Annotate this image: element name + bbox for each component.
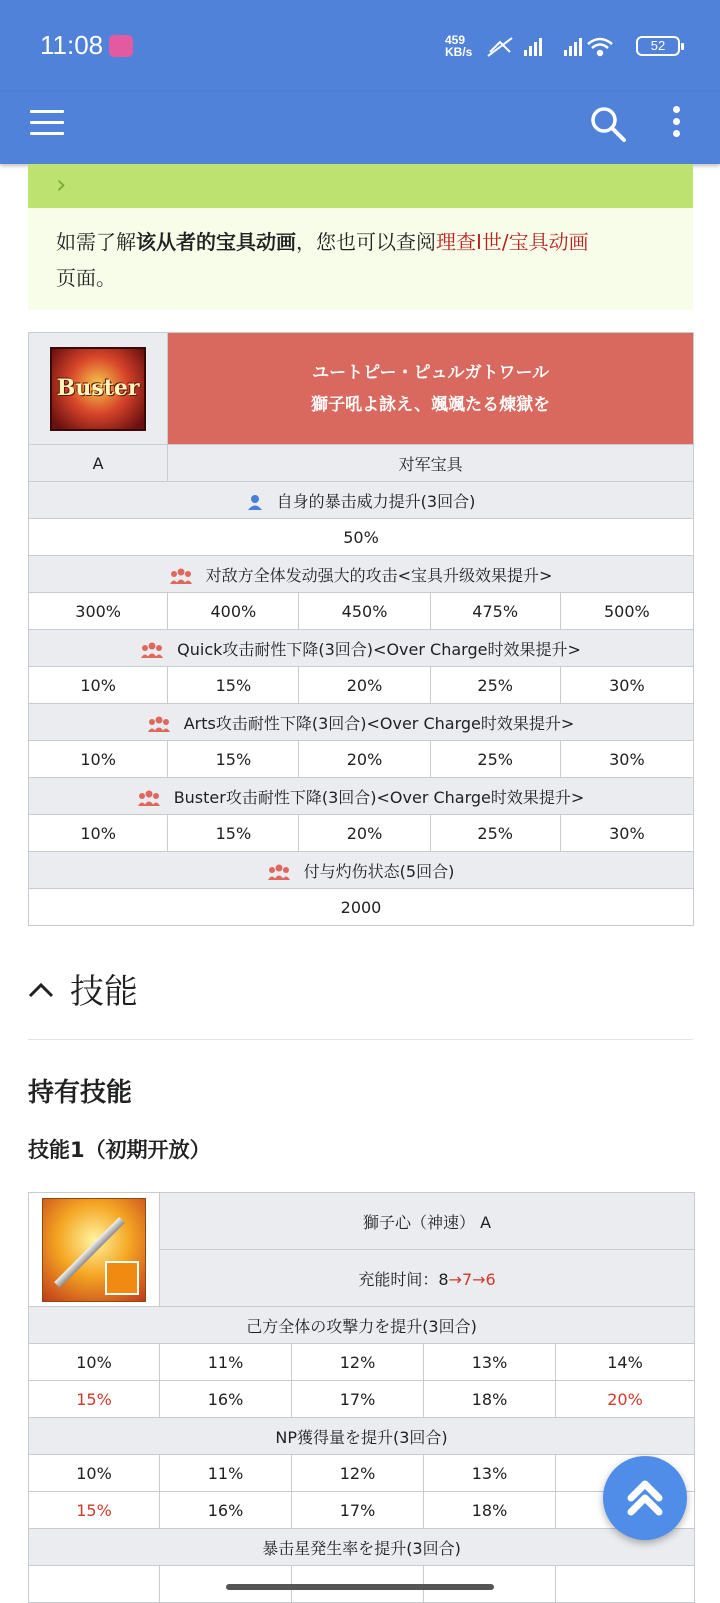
np-effect-value: 50% bbox=[29, 519, 694, 556]
np-effect-value: 15% bbox=[168, 815, 299, 852]
skill-effect-label: NP獲得量を提升(3回合) bbox=[29, 1418, 695, 1455]
np-effect-value: 30% bbox=[560, 741, 693, 778]
battery-indicator: 52 bbox=[636, 36, 680, 56]
subsection-title: 持有技能 bbox=[28, 1078, 133, 1108]
skill-value: 18% bbox=[424, 1381, 556, 1418]
skill-value: 15% bbox=[29, 1492, 160, 1529]
hamburger-menu-icon[interactable] bbox=[30, 110, 64, 140]
skill-value: 16% bbox=[160, 1492, 292, 1529]
section-title: 技能 bbox=[70, 972, 138, 1012]
np-effect-value: 15% bbox=[168, 741, 299, 778]
scroll-to-top-button[interactable] bbox=[603, 1456, 687, 1540]
skill-value: 11% bbox=[160, 1344, 292, 1381]
skill-value: 17% bbox=[292, 1492, 424, 1529]
single-user-icon bbox=[247, 494, 263, 510]
skill-value: 12% bbox=[292, 1455, 424, 1492]
gesture-home-bar[interactable] bbox=[226, 1584, 494, 1590]
np-name: 獅子吼よ詠え、颯颯たる煉獄を bbox=[311, 394, 551, 415]
np-effect-value: 30% bbox=[560, 815, 693, 852]
skill-value: 15% bbox=[29, 1381, 160, 1418]
sword-buff-icon bbox=[42, 1198, 146, 1302]
np-effect-label: Quick攻击耐性下降(3回合)<Over Charge时效果提升> bbox=[29, 630, 694, 667]
skill-value: 18% bbox=[424, 1492, 556, 1529]
np-effect-value: 25% bbox=[430, 815, 560, 852]
network-speed: 459 KB/s bbox=[445, 33, 473, 59]
np-rank: A bbox=[29, 445, 168, 482]
skill-value: 13% bbox=[424, 1344, 556, 1381]
np-effect-value: 400% bbox=[168, 593, 299, 630]
group-users-icon bbox=[148, 716, 170, 732]
skill-value: 10% bbox=[29, 1455, 160, 1492]
status-time: 11:08 bbox=[40, 30, 104, 60]
skill-value: 13% bbox=[424, 1455, 556, 1492]
np-effect-value: 25% bbox=[430, 741, 560, 778]
group-users-icon bbox=[268, 864, 290, 880]
np-effect-value: 475% bbox=[430, 593, 560, 630]
noble-phantasm-table bbox=[28, 332, 694, 926]
np-effect-value: 15% bbox=[168, 667, 299, 704]
status-bar bbox=[0, 0, 720, 92]
np-effect-value: 30% bbox=[560, 667, 693, 704]
np-effect-value: 500% bbox=[560, 593, 693, 630]
skill-cooldown: 充能时间：8→7→6 bbox=[160, 1250, 695, 1307]
skill-table bbox=[28, 1192, 695, 1603]
app-notification-icon bbox=[109, 35, 133, 57]
app-bar bbox=[0, 92, 720, 164]
wifi-icon bbox=[588, 39, 612, 55]
np-effect-value: 20% bbox=[299, 741, 430, 778]
np-effect-label: 对敌方全体发动强大的攻击<宝具升级效果提升> bbox=[29, 556, 694, 593]
np-effect-value: 20% bbox=[299, 667, 430, 704]
skill-value: 17% bbox=[292, 1381, 424, 1418]
skill-effect-label: 暴击星発生率を提升(3回合) bbox=[29, 1529, 695, 1566]
buster-card-icon: Buster bbox=[50, 347, 146, 431]
notice-box: 如需了解该从者的宝具动画，您也可以查阅理查Ⅰ世/宝具动画 页面。 bbox=[28, 208, 693, 310]
np-effect-value: 2000 bbox=[29, 889, 694, 926]
skill-heading: 技能1（初期开放） bbox=[28, 1138, 211, 1162]
skill-value: 12% bbox=[292, 1344, 424, 1381]
skill-name: 獅子心（神速） A bbox=[160, 1193, 695, 1250]
skill-value: 20% bbox=[556, 1381, 695, 1418]
np-effect-value: 20% bbox=[299, 815, 430, 852]
np-type: 对军宝具 bbox=[168, 445, 694, 482]
skill-value: 11% bbox=[160, 1455, 292, 1492]
chevron-right-icon: › bbox=[56, 170, 67, 200]
skill-value: 10% bbox=[29, 1344, 160, 1381]
np-effect-label: Buster攻击耐性下降(3回合)<Over Charge时效果提升> bbox=[29, 778, 694, 815]
np-effect-label: Arts攻击耐性下降(3回合)<Over Charge时效果提升> bbox=[29, 704, 694, 741]
group-users-icon bbox=[141, 642, 163, 658]
np-effect-value: 10% bbox=[29, 741, 168, 778]
search-icon[interactable] bbox=[588, 104, 628, 144]
np-effect-value: 450% bbox=[299, 593, 430, 630]
np-ruby: ユートピー・ピュルガトワール bbox=[312, 362, 550, 383]
np-effect-label: 自身的暴击威力提升(3回合) bbox=[29, 482, 694, 519]
skill-effect-label: 己方全体の攻撃力を提升(3回合) bbox=[29, 1307, 695, 1344]
collapsed-panel-header[interactable] bbox=[28, 164, 693, 208]
np-effect-label: 付与灼伤状态(5回合) bbox=[29, 852, 694, 889]
signal-icon bbox=[524, 38, 582, 56]
skill-icon-cell bbox=[29, 1193, 160, 1307]
np-title bbox=[168, 333, 694, 445]
skills-section-header[interactable] bbox=[28, 952, 693, 1040]
chevron-up-icon bbox=[28, 982, 54, 998]
np-animation-link[interactable]: 理查Ⅰ世/宝具动画 bbox=[436, 230, 589, 254]
skill-value: 14% bbox=[556, 1344, 695, 1381]
np-effect-value: 10% bbox=[29, 667, 168, 704]
skill-value: 16% bbox=[160, 1381, 292, 1418]
group-users-icon bbox=[138, 790, 160, 806]
more-vertical-icon[interactable] bbox=[664, 106, 688, 146]
np-effect-value: 25% bbox=[430, 667, 560, 704]
np-effect-value: 10% bbox=[29, 815, 168, 852]
card-type-cell bbox=[29, 333, 168, 445]
double-chevron-up-icon bbox=[603, 1456, 687, 1540]
np-effect-value: 300% bbox=[29, 593, 168, 630]
group-users-icon bbox=[170, 568, 192, 584]
